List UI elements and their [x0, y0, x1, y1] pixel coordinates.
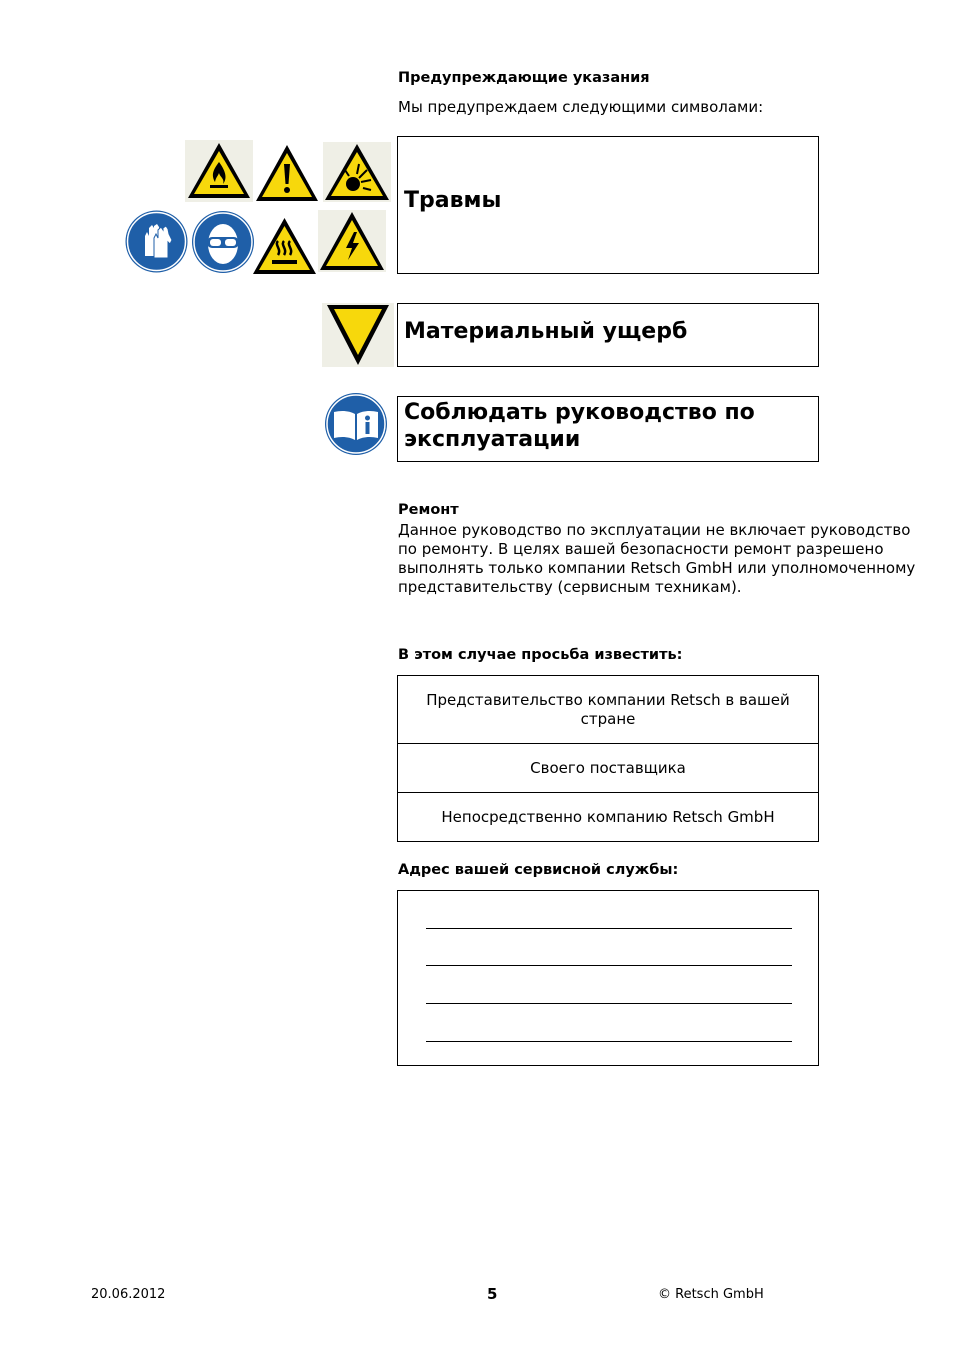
goggles-icon	[191, 210, 255, 274]
gloves-icon	[125, 210, 188, 273]
footer-copyright: © Retsch GmbH	[658, 1287, 764, 1302]
service-heading: Адрес вашей сервисной службы:	[398, 862, 679, 878]
address-line[interactable]	[426, 1041, 792, 1042]
contact-option: Непосредственно компанию Retsch GmbH	[441, 807, 775, 826]
warnings-heading: Предупреждающие указания	[398, 70, 650, 86]
yield-triangle-icon	[322, 303, 394, 367]
contact-option: Своего поставщика	[398, 744, 818, 793]
address-line[interactable]	[426, 1003, 792, 1004]
damage-label: Материальный ущерб	[404, 319, 688, 344]
manual-info-icon	[324, 392, 388, 456]
damage-box	[397, 303, 819, 367]
injury-box	[397, 136, 819, 274]
contact-option: Представительство компании Retsch в вашей стране	[398, 676, 818, 744]
footer-date: 20.06.2012	[91, 1287, 166, 1302]
contact-heading: В этом случае просьба известить:	[398, 647, 683, 663]
page-number: 5	[487, 1285, 498, 1303]
repair-text: Данное руководство по эксплуатации не включает руководство по ремонту. В целях вашей безопасности ремонт разрешено выполнять только компании Retsch GmbH или уполномоченному представительству (сервисным техникам).	[398, 521, 916, 596]
repair-heading: Ремонт	[398, 502, 459, 518]
address-line[interactable]	[426, 928, 792, 929]
high-voltage-icon	[318, 210, 386, 272]
hot-surface-icon	[252, 217, 317, 275]
address-line[interactable]	[426, 965, 792, 966]
general-warning-icon	[255, 144, 319, 202]
manual-label: Соблюдать руководство по эксплуатации	[404, 400, 755, 452]
service-address-box	[397, 890, 819, 1066]
warnings-intro: Мы предупреждаем следующими символами:	[398, 98, 764, 116]
contact-table	[397, 675, 819, 842]
explosive-icon	[323, 142, 391, 202]
injury-label: Травмы	[404, 188, 502, 213]
manual-box	[397, 396, 819, 462]
flammable-icon	[185, 140, 253, 202]
